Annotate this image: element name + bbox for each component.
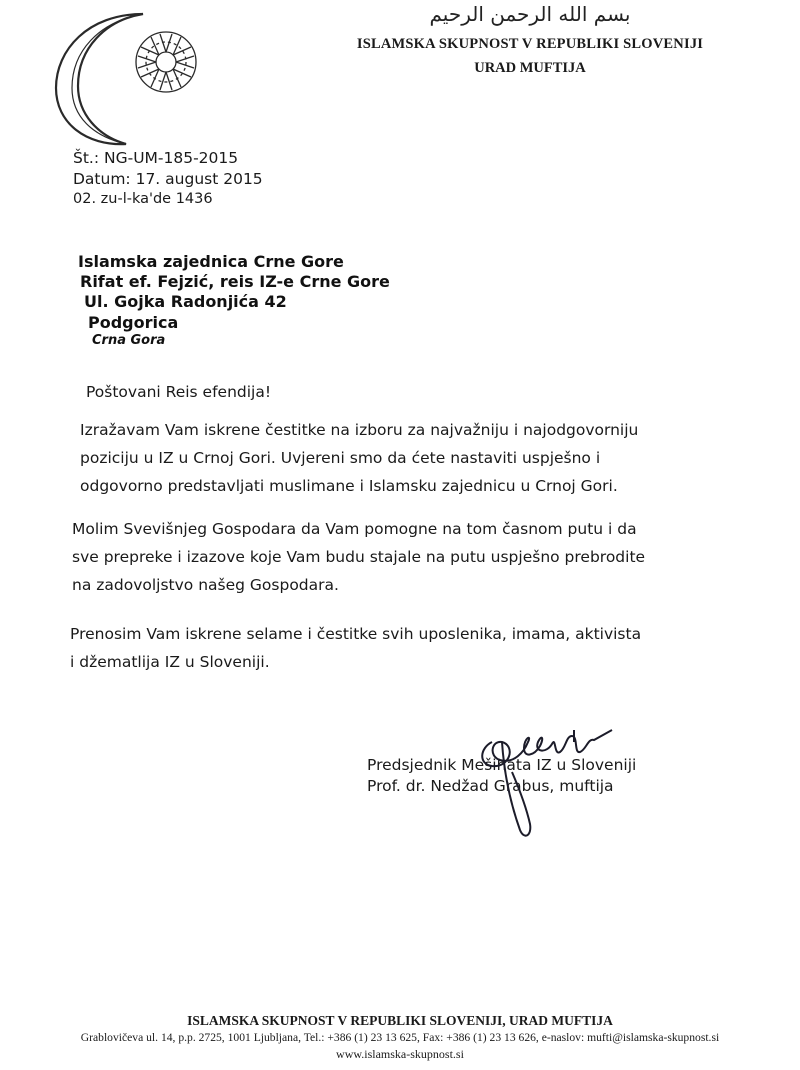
crescent-rosette-logo-icon: [48, 8, 198, 148]
recipient-organization: Islamska zajednica Crne Gore: [78, 252, 344, 271]
paragraph-line: i džematlija IZ u Sloveniji.: [70, 653, 270, 671]
recipient-city: Podgorica: [88, 313, 179, 332]
paragraph-line: na zadovoljstvo našeg Gospodara.: [72, 576, 339, 594]
footer-organization: ISLAMSKA SKUPNOST V REPUBLIKI SLOVENIJI, URAD MUFTIJA: [187, 1013, 613, 1028]
recipient-person: Rifat ef. Fejzić, reis IZ-e Crne Gore: [80, 272, 390, 291]
reference-hijri-date: 02. zu-l-ka'de 1436: [73, 191, 213, 207]
paragraph-line: Prenosim Vam iskrene selame i čestitke svih uposlenika, imama, aktivista: [70, 625, 642, 643]
recipient-country: Crna Gora: [92, 333, 166, 348]
paragraph-line: odgovorno predstavljati muslimane i Islamsku zajednicu u Crnoj Gori.: [80, 477, 618, 495]
reference-date: Datum: 17. august 2015: [73, 170, 263, 188]
office-name: URAD MUFTIJA: [474, 60, 586, 76]
footer-address: Grablovičeva ul. 14, p.p. 2725, 1001 Ljubljana, Tel.: +386 (1) 23 13 625, Fax: +386 (1) 23 13 626, e-naslov: mufti@islamska-skupnost.si: [80, 1031, 720, 1044]
body-paragraph-2: [72, 515, 727, 599]
salutation: Poštovani Reis efendija!: [86, 383, 272, 401]
reference-number: Št.: NG-UM-185-2015: [73, 149, 239, 167]
body-paragraph-1: [80, 416, 680, 500]
body-paragraph-3: [70, 620, 730, 676]
paragraph-line: Izražavam Vam iskrene čestitke na izboru za najvažniju i najodgovorniju: [80, 421, 639, 439]
handwritten-signature-icon: [462, 712, 642, 842]
paragraph-line: Molim Svevišnjeg Gospodara da Vam pomogne na tom časnom putu i da: [72, 520, 637, 538]
basmala-heading: بسم الله الرحمن الرحيم: [429, 2, 631, 26]
paragraph-line: sve prepreke i izazove koje Vam budu stajale na putu uspješno prebrodite: [72, 548, 646, 566]
footer-website: www.islamska-skupnost.si: [336, 1047, 464, 1061]
signatory-name: Prof. dr. Nedžad Grabus, muftija: [367, 777, 614, 795]
paragraph-line: poziciju u IZ u Crnoj Gori. Uvjereni smo da ćete nastaviti uspješno i: [80, 449, 601, 467]
signatory-title: Predsjednik Mešihata IZ u Sloveniji: [367, 756, 637, 774]
recipient-street: Ul. Gojka Radonjića 42: [84, 292, 287, 311]
organization-name: ISLAMSKA SKUPNOST V REPUBLIKI SLOVENIJI: [356, 36, 704, 52]
